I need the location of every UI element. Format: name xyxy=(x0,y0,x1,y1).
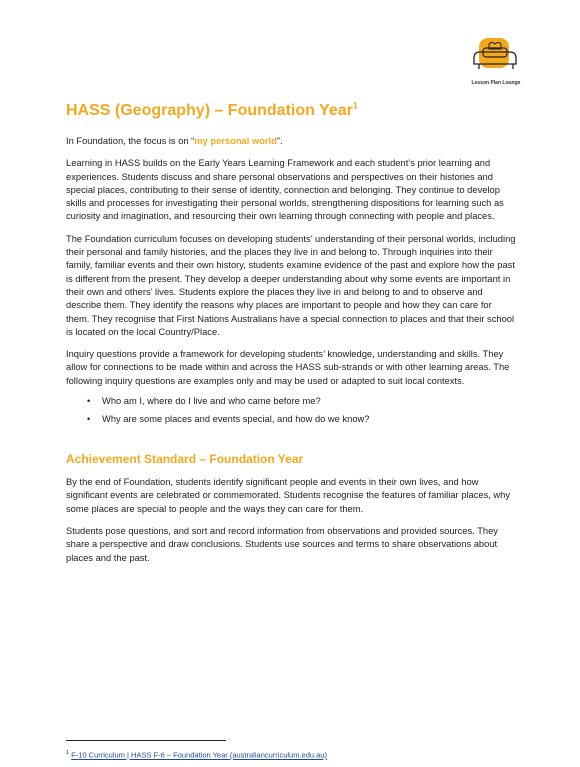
footnote xyxy=(66,748,327,761)
achievement-heading: Achievement Standard – Foundation Year xyxy=(66,452,304,467)
footnote-link[interactable]: F-10 Curriculum | HASS F-6 – Foundation Year (australiancurriculum.edu.au) xyxy=(71,750,327,760)
document-body xyxy=(66,101,516,565)
list-item: • Why are some places and events special, and how do we know? xyxy=(102,413,516,426)
list-item: • Who am I, where do I live and who came before me? xyxy=(102,395,516,408)
inquiry-paragraph: Inquiry questions provide a framework for developing students’ knowledge, understanding and skills. They allow for connections to be made within and across the HASS sub-strands or with other learning areas. The following inquiry questions are examples only and may be used or adapted to suit local contexts. xyxy=(66,349,510,386)
focus-highlight: my personal world xyxy=(194,136,277,146)
logo-caption: Lesson Plan Lounge xyxy=(471,80,521,86)
footnote-divider xyxy=(66,740,226,741)
achievement-paragraph: By the end of Foundation, students identify significant people and events in their own lives, and how significant events are celebrated or commemorated. Students recognise the features of familiar places, why some places are special to people and the ways they can care for them. xyxy=(66,477,511,514)
couch-logo-icon xyxy=(471,38,521,78)
focus-statement: In Foundation, the focus is on “my personal world”. xyxy=(66,136,283,146)
curriculum-paragraph: The Foundation curriculum focuses on developing students’ understanding of their personal worlds, including their personal and family histories, and the places they live in and belong to. Through inquiries into their family, familiar events and their own history, students examine evidence of the past and explore how the past is different from the present. They develop a deeper understanding about why some events are important in their own and others’ lives. Students explore the places they live in and belong to and to observe and describe them. They identify the reasons why places are important to people and how they can care for them. They recognise that First Nations Australians have a special connection to places and that their school is located on the local Country/Place. xyxy=(66,233,516,337)
lesson-plan-lounge-logo xyxy=(463,38,529,86)
inquiry-questions-list xyxy=(66,395,516,426)
footnote-ref[interactable]: 1 xyxy=(352,100,358,111)
footnote-number: 1 xyxy=(66,750,70,756)
achievement-paragraph: Students pose questions, and sort and record information from observations and provided sources. They share a perspective and draw conclusions. Students use sources and terms to share observations about places and the past. xyxy=(66,525,498,563)
intro-paragraph: Learning in HASS builds on the Early Years Learning Framework and each student’s prior learning and experiences. Students discuss and share personal observations and perspectives on their histories and special places, contributing to their sense of identity, connection and belonging. They continue to develop skills and processes for investigating their personal worlds, strengthening dispositions for learning such as curiosity and imagination, and resourcing their own learning through connecting with people and places. xyxy=(66,158,504,222)
page-title: HASS (Geography) – Foundation Year$^1$ xyxy=(66,100,358,119)
